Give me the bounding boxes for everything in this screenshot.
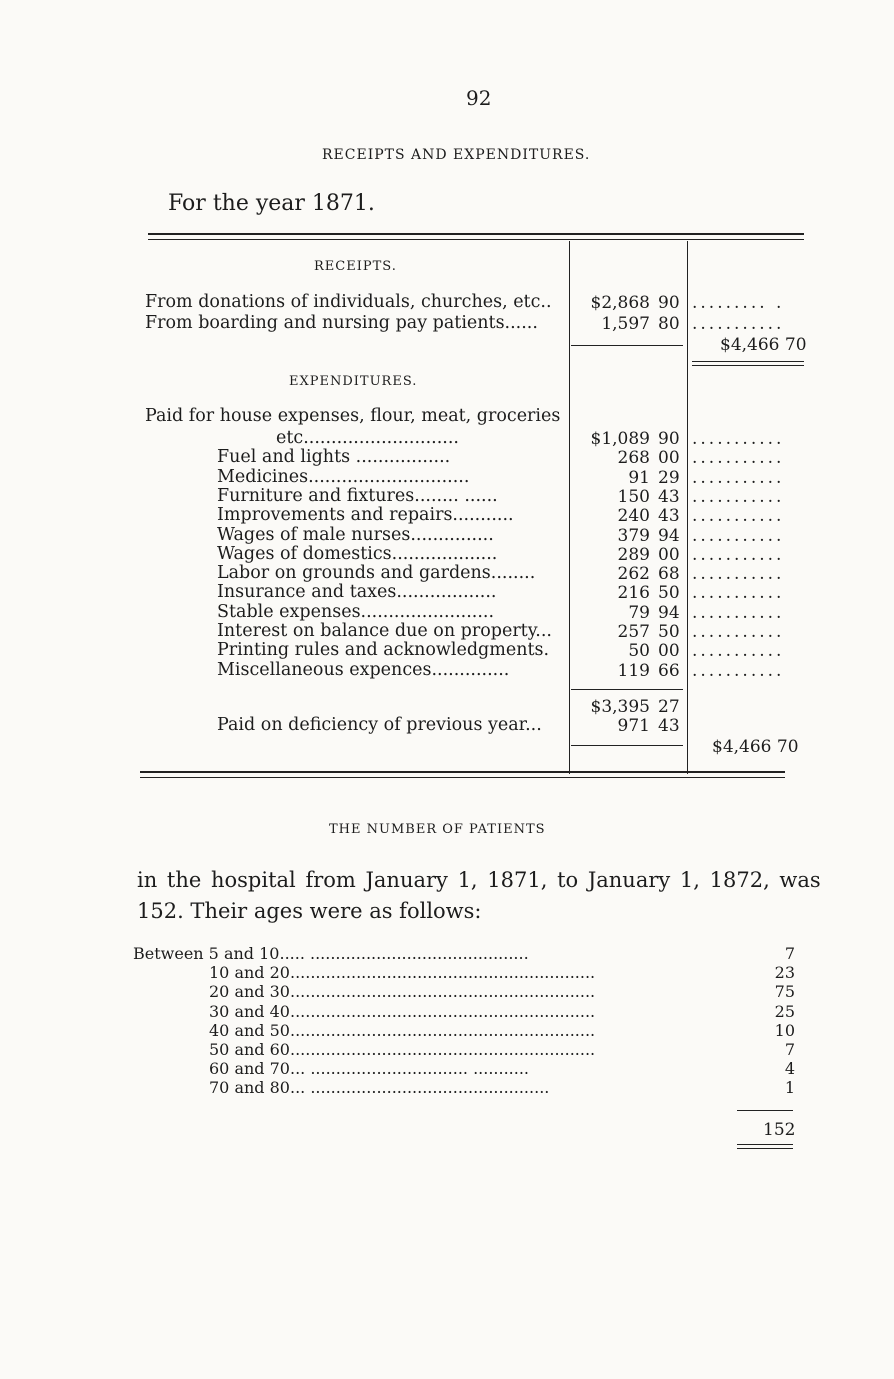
column-divider-2 <box>687 241 688 774</box>
bottom-rule-1 <box>140 771 785 773</box>
top-rule-2 <box>148 239 804 240</box>
expenditure-first-continuation: etc............................ <box>276 428 459 448</box>
expenditure-label: Wages of domestics................... <box>217 543 498 564</box>
age-range-label: 10 and 20............................................................ <box>209 963 596 983</box>
expenditure-fill: ........... <box>692 429 785 449</box>
expenditure-dollars: 240 <box>617 506 650 527</box>
expenditure-dollars: 262 <box>617 564 650 585</box>
age-range-count: 4 <box>784 1059 795 1079</box>
expenditure-first-label: Paid for house expenses, flour, meat, groceries <box>145 406 561 426</box>
expenditure-cents: 43 <box>658 506 680 527</box>
age-range-count: 1 <box>784 1078 795 1098</box>
age-range-count: 7 <box>784 1040 795 1059</box>
expenditure-label: Improvements and repairs........... <box>217 505 514 526</box>
patients-heading: THE NUMBER OF PATIENTS <box>329 822 546 837</box>
expenditure-dollars: 289 <box>617 544 650 565</box>
expenditure-label: Stable expenses........................ <box>217 601 495 622</box>
expenditure-fill: ........... <box>692 660 785 681</box>
age-range-label: 40 and 50............................................................ <box>209 1020 596 1040</box>
receipt-cents: 80 <box>658 314 680 334</box>
receipt-label: From donations of individuals, churches, etc.. <box>145 292 552 312</box>
expenditure-fill: ........... <box>692 448 785 469</box>
expenditure-cents: 29 <box>658 467 680 488</box>
expenditure-dollars: 150 <box>617 486 650 507</box>
age-range-label: 60 and 70... ............................... ........... <box>209 1059 530 1079</box>
deficiency-cents: 43 <box>658 716 680 736</box>
expenditure-cents: 66 <box>658 660 680 681</box>
expenditure-fill: ........... <box>692 525 785 546</box>
age-range-count: 23 <box>774 963 795 983</box>
top-rule-1 <box>148 233 804 235</box>
expenditure-label: Medicines............................. <box>217 466 470 487</box>
expenditure-cents: 68 <box>658 564 680 585</box>
expenditure-cents: 50 <box>658 583 680 604</box>
age-range-label: 30 and 40............................................................ <box>209 1001 596 1021</box>
patients-intro-line-2: 152. Their ages were as follows: <box>137 899 482 923</box>
expenditure-dollars: 91 <box>628 467 650 488</box>
expenditure-dollars: 50 <box>628 641 650 662</box>
expenditure-cents: 90 <box>658 429 680 449</box>
expenditure-cents: 00 <box>658 641 680 662</box>
age-range-label: 50 and 60............................................................ <box>209 1040 596 1059</box>
expenditure-dollars: 119 <box>617 660 650 681</box>
expenditure-cents: 50 <box>658 622 680 642</box>
expenditure-label: Interest on balance due on property... <box>217 621 552 641</box>
page-heading: RECEIPTS AND EXPENDITURES. <box>322 147 591 163</box>
expenditure-fill: ........... <box>692 486 785 507</box>
ages-total-rule-2 <box>737 1148 793 1149</box>
receipts-total-rule-2 <box>692 365 804 366</box>
ages-sum-rule <box>737 1110 793 1111</box>
expenditure-dollars: 216 <box>617 583 650 604</box>
receipt-dollars: $2,868 <box>590 293 650 313</box>
expenditure-label: Fuel and lights ................. <box>217 447 451 468</box>
receipts-heading: RECEIPTS. <box>314 259 397 274</box>
ages-total: 152 <box>763 1120 796 1140</box>
receipt-fill: ......... . <box>692 293 785 313</box>
age-range-label: 70 and 80... ............................................... <box>209 1078 550 1098</box>
expenditure-dollars: 79 <box>628 602 650 623</box>
patients-intro-line-1: in the hospital from January 1, 1871, to January 1, 1872, was <box>137 868 821 892</box>
year-line: For the year 1871. <box>168 191 375 216</box>
expenditure-fill: ........... <box>692 602 785 623</box>
deficiency-rule <box>571 745 683 746</box>
expenditure-dollars: 268 <box>617 448 650 469</box>
expenditure-fill: ........... <box>692 544 785 565</box>
deficiency-dollars: 971 <box>617 716 650 736</box>
receipts-total-rule-1 <box>692 361 804 362</box>
expenditures-subtotal-cents: 27 <box>658 697 680 717</box>
expenditure-fill: ........... <box>692 641 785 662</box>
expenditure-label: Printing rules and acknowledgments. <box>217 640 550 661</box>
expenditures-subtotal-dollars: $3,395 <box>590 697 650 717</box>
expenditure-cents: 94 <box>658 525 680 546</box>
receipts-sum-rule <box>571 345 683 346</box>
expenditures-subtotal-rule <box>571 689 683 690</box>
receipt-cents: 90 <box>658 293 680 313</box>
expenditure-label: Wages of male nurses............... <box>217 524 494 545</box>
age-range-count: 10 <box>774 1020 795 1040</box>
bottom-rule-2 <box>140 777 785 778</box>
expenditures-heading: EXPENDITURES. <box>289 374 418 389</box>
receipts-total: $4,466 70 <box>720 335 807 355</box>
age-range-label: 20 and 30............................................................ <box>209 982 596 1002</box>
age-range-count: 75 <box>774 982 795 1002</box>
expenditure-fill: ........... <box>692 506 785 527</box>
expenditure-label: Insurance and taxes.................. <box>217 582 497 603</box>
expenditure-cents: 00 <box>658 448 680 469</box>
expenditure-label: Furniture and fixtures........ ...... <box>217 485 498 506</box>
expenditure-fill: ........... <box>692 564 785 585</box>
expenditure-fill: ........... <box>692 467 785 488</box>
expenditure-fill: ........... <box>692 622 785 642</box>
ages-total-rule-1 <box>737 1144 793 1145</box>
expenditure-label: Labor on grounds and gardens........ <box>217 563 536 584</box>
expenditure-dollars: 379 <box>617 525 650 546</box>
age-range-count: 7 <box>784 944 795 963</box>
receipt-dollars: 1,597 <box>601 314 650 334</box>
deficiency-label: Paid on deficiency of previous year... <box>217 715 542 735</box>
age-range-count: 25 <box>774 1001 795 1021</box>
expenditure-dollars: $1,089 <box>590 429 650 449</box>
expenditure-cents: 00 <box>658 544 680 565</box>
expenditure-cents: 94 <box>658 602 680 623</box>
expenditure-fill: ........... <box>692 583 785 604</box>
expenditure-cents: 43 <box>658 486 680 507</box>
expenditure-label: Miscellaneous expences.............. <box>217 659 510 680</box>
page-number: 92 <box>466 86 492 110</box>
expenditure-dollars: 257 <box>617 622 650 642</box>
receipt-label: From boarding and nursing pay patients...... <box>145 313 538 333</box>
age-range-label: Between 5 and 10..... ........................................... <box>133 944 529 963</box>
expenditures-total: $4,466 70 <box>712 737 799 757</box>
receipt-fill: ........... <box>692 314 785 334</box>
